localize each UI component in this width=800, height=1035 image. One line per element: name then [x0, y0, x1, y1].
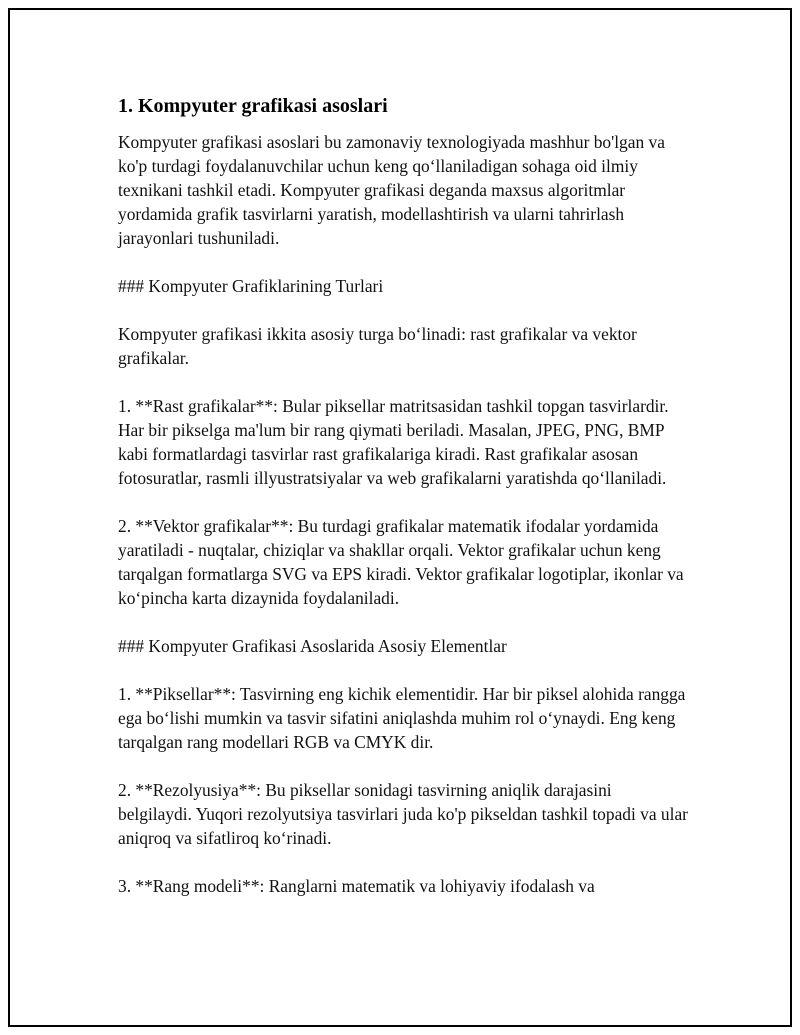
list-item-piksellar: 1. **Piksellar**: Tasvirning eng kichik elementidir. Har bir piksel alohida rangga ega bo‘lishi mumkin va tasvir sifatini aniqlashda muhim rol o‘ynaydi. Eng keng tarqalgan rang modellari RGB va CMYK dir. [118, 684, 686, 752]
document-title: 1. Kompyuter grafikasi asoslari [118, 95, 388, 117]
list-item-rast: 1. **Rast grafikalar**: Bular piksellar matritsasidan tashkil topgan tasvirlardir. Har bir pikselga ma'lum bir rang qiymati beriladi. Masalan, JPEG, PNG, BMP kabi formatlardagi tasvirlar rast grafikalariga kiradi. Rast grafikalar asosan fotosuratlar, rasmli illyustratsiyalar va web grafikalarni yaratishda qo‘llaniladi. [118, 396, 669, 488]
section-heading-turlari: ### Kompyuter Grafiklarining Turlari [118, 276, 384, 296]
document-body [118, 92, 688, 898]
paragraph-intro: Kompyuter grafikasi asoslari bu zamonaviy texnologiyada mashhur bo'lgan va ko'p turdagi foydalanuvchilar uchun keng qo‘llaniladigan sohaga oid ilmiy texnikani tashkil etadi. Kompyuter grafikasi deganda maxsus algoritmlar yordamida grafik tasvirlarni yaratish, modellashtirish va ularni tahrirlash jarayonlari tushuniladi. [118, 132, 665, 248]
paragraph-types-summary: Kompyuter grafikasi ikkita asosiy turga bo‘linadi: rast grafikalar va vektor grafikalar. [118, 324, 637, 368]
list-item-vektor: 2. **Vektor grafikalar**: Bu turdagi grafikalar matematik ifodalar yordamida yaratiladi - nuqtalar, chiziqlar va shakllar orqali. Vektor grafikalar uchun keng tarqalgan formatlarga SVG va EPS kiradi. Vektor grafikalar logotiplar, ikonlar va ko‘pincha karta dizaynida foydalaniladi. [118, 516, 684, 608]
document-blocks [118, 130, 688, 898]
section-heading-elementlar: ### Kompyuter Grafikasi Asoslarida Asosiy Elementlar [118, 636, 507, 656]
list-item-rang-modeli: 3. **Rang modeli**: Ranglarni matematik va lohiyaviy ifodalash va [118, 876, 595, 896]
list-item-rezolyusiya: 2. **Rezolyusiya**: Bu piksellar sonidagi tasvirning aniqlik darajasini belgilaydi. Yuqori rezolyutsiya tasvirlari juda ko'p pikseldan tashkil topadi va ular aniqroq va sifatliroq ko‘rinadi. [118, 780, 688, 848]
